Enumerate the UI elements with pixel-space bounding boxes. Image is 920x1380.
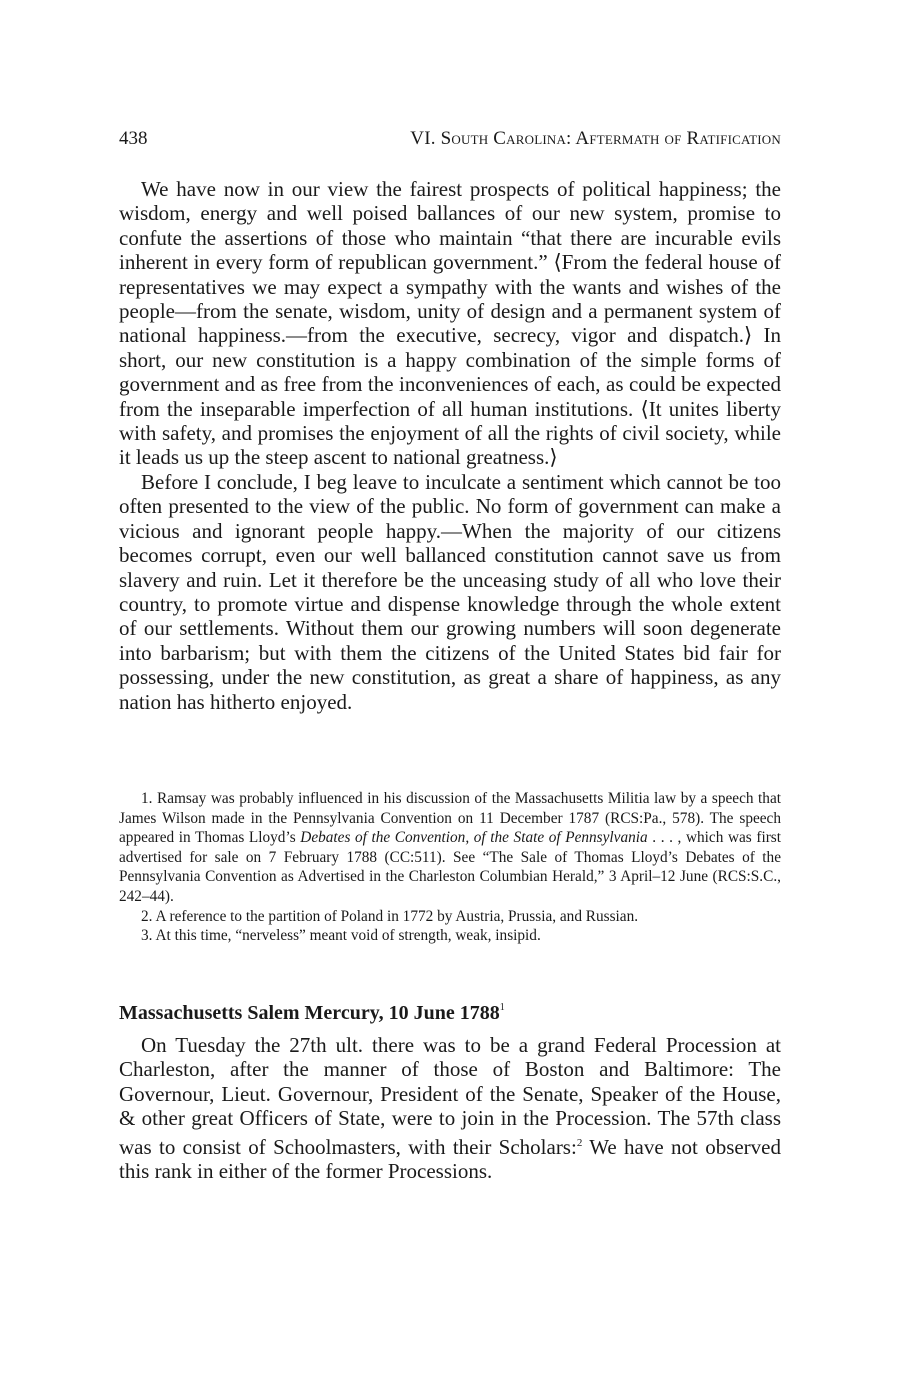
paragraph [119, 1033, 781, 1183]
page-number: 438 [119, 128, 148, 149]
section-heading-text: Massachusetts Salem Mercury, 10 June 1788 [119, 1002, 500, 1024]
section-body [119, 1033, 781, 1183]
paragraph [119, 177, 781, 470]
paragraph-text: On Tuesday the 27th ult. there was to be a grand Federal Procession at Charleston, after the manner of those of Boston and Baltimore: The Governour, Lieut. Governour, President of the Senate, Speaker of the House, & other great Officers of State, were to join in the Procession. The 57th class was to consist of Schoolmasters, with their Scholars: [119, 1033, 781, 1159]
running-title: VI. South Carolina: Aftermath of Ratification [410, 128, 781, 149]
paragraph: Before I conclude, I beg leave to inculcate a sentiment which cannot be too often presented to the view of the public. No form of government can make a vicious and ignorant people happy.—When the majority of our citizens becomes corrupt, even our well ballanced constitution cannot save us from slavery and ruin. Let it therefore be the unceasing study of all who love their country, to promote virtue and dispense knowledge through the whole extent of our settlements. Without them our growing numbers will soon degenerate into barbarism; but with them the citizens of the United States bid fair for possessing, under the new constitution, as great a share of happiness, as any nation has hitherto enjoyed. [119, 469, 781, 714]
footnote-2: 2. A reference to the partition of Poland in 1772 by Austria, Prussia, and Russian. [141, 907, 639, 925]
paragraph-text: We have not observed this rank in either of the former Processions. [119, 1134, 781, 1184]
footnote-text: 1. Ramsay was probably influenced in his discussion of the Massachusetts Militia law by a speech that James Wilson made in the Pennsylvania Convention on 11 December 1787 (RCS:Pa., 578). The speech appeared in Thomas Lloyd’s [119, 790, 781, 847]
paragraph-text: We have now in our view the fairest prospects of political happiness; the wisdom, energy and well poised ballances of our new system, promise to confute the assertions of those who maintain “that there are incurable evils inherent in every form of republican government.” ⟨From the federal house of representatives we may expect a sympathy with the wants and wishes of the people—from the senate, wisdom, unity of design and a permanent system of national happiness.—from the executive, secrecy, vigor and dispatch.⟩ In short, our new constitution is a happy combination of the simple forms of government and as free from the inconveniences of each, as could be expected from the inseparable imperfection of all human institutions. ⟨It unites liberty with safety, and promises the enjoyment of all the rights of civil society, while it leads us up the steep ascent to national greatness.⟩ [119, 177, 781, 470]
main-text [119, 177, 781, 714]
footnote-text: . . . , which was first advertised for sale on 7 February 1788 (CC:511). See “The Sale of Thomas Lloyd’s Debates of the Pennsylvania Convention as Advertised in the Charleston Columbian Herald,” 3 April–12 June (RCS:S.C., 242–44). [119, 829, 781, 905]
section-heading [119, 995, 781, 1026]
note-reference: 2 [576, 1136, 583, 1149]
footnote-italic-title: Debates of the Convention, of the State of Pennsylvania [300, 829, 648, 847]
note-reference: 1 [499, 1002, 505, 1013]
footnote-3: 3. At this time, “nerveless” meant void of strength, weak, insipid. [141, 927, 541, 945]
footnotes [119, 789, 781, 946]
page-header [119, 128, 781, 154]
footnote-1 [119, 789, 781, 907]
